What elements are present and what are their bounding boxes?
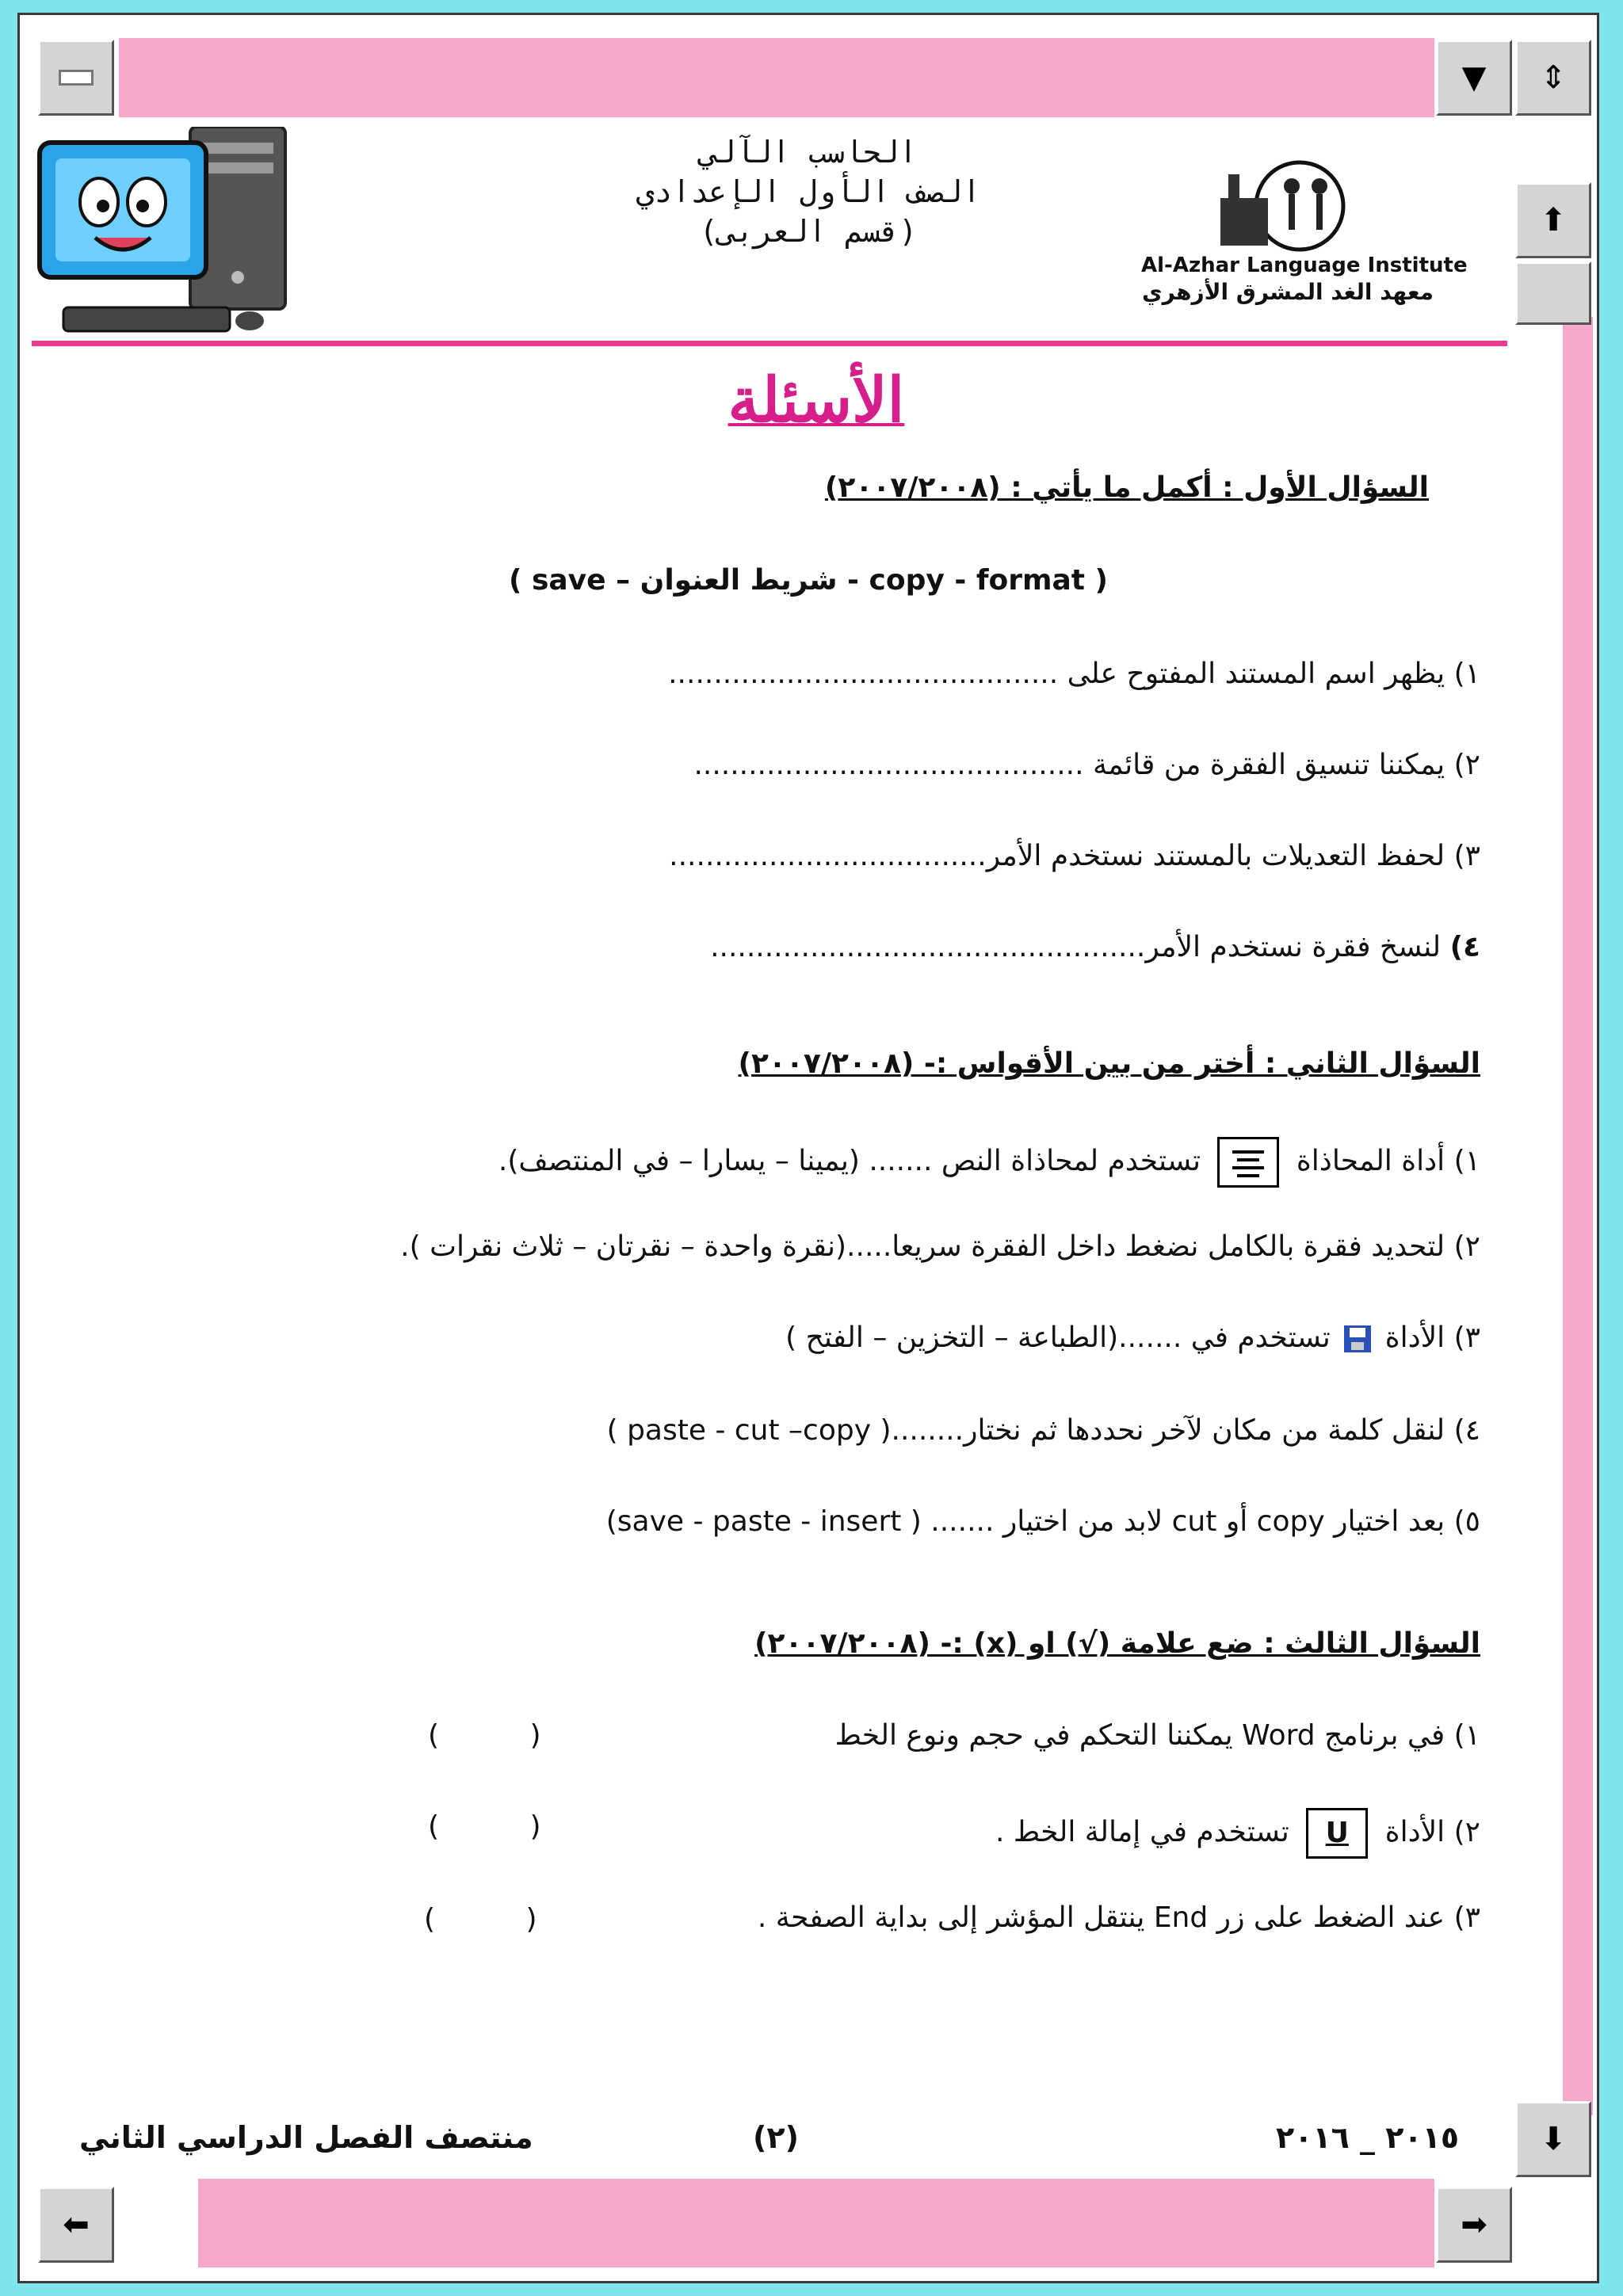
q3-item-2	[995, 1808, 1480, 1859]
item-number: ١)	[1453, 1145, 1480, 1177]
item-text: بعد اختيار copy أو cut لابد من اختيار ....... ( save - paste - insert)	[605, 1505, 1445, 1538]
save-floppy-icon	[1344, 1325, 1371, 1352]
up-down-arrows-icon: ⇕	[1540, 59, 1567, 96]
item-number: ١)	[1453, 658, 1480, 690]
dropdown-button[interactable]	[1436, 40, 1512, 116]
item-number: ٣)	[1453, 840, 1480, 872]
minimize-icon	[59, 70, 94, 86]
item-text-pre: الأداة	[1384, 1816, 1445, 1848]
institute-logo-icon	[1205, 158, 1379, 254]
item-number: ٢)	[1453, 749, 1480, 781]
item-text: لتحديد فقرة بالكامل نضغط داخل الفقرة سريعا.....(نقرة واحدة – نقرتان – ثلاث نقرات ).	[400, 1230, 1445, 1263]
institute-name-ar: معهد الغد المشرق الأزهري	[1141, 279, 1434, 305]
scroll-toggle-button[interactable]	[1515, 40, 1591, 116]
q1-item-1	[668, 658, 1480, 690]
header-divider	[32, 341, 1507, 346]
arrow-left-icon: ⬅	[63, 2206, 90, 2243]
item-number: ٣)	[1453, 1901, 1480, 1934]
scroll-left-button[interactable]	[38, 2187, 114, 2263]
item-text: لنسخ فقرة نستخدم الأمر................................................	[710, 931, 1442, 963]
footer-page-number: (٢)	[753, 2120, 799, 2155]
institute-name-en: Al-Azhar Language Institute	[1141, 254, 1468, 277]
q2-item-4	[607, 1414, 1480, 1447]
q3-answer-3[interactable]: ( )	[424, 1903, 537, 1936]
arrow-down-icon: ⬇	[1540, 2121, 1567, 2157]
page-title: الأسئلة	[727, 364, 905, 437]
item-text: لنقل كلمة من مكان لآخر نحددها ثم نختار........( paste - cut –copy )	[606, 1414, 1445, 1447]
computer-mascot-icon	[32, 127, 293, 341]
subject-title: الحاسب الآلي	[699, 135, 918, 170]
arrow-up-icon: ⬆	[1540, 202, 1567, 238]
q1-item-3	[669, 840, 1480, 872]
scroll-right-button[interactable]	[1436, 2187, 1512, 2263]
item-text-post: تستخدم في إمالة الخط .	[995, 1816, 1289, 1848]
q2-item-2	[400, 1230, 1480, 1263]
item-number: ٤)	[1449, 931, 1480, 963]
underline-tool-icon: U	[1306, 1808, 1368, 1859]
footer-year: ٢٠١٥ _ ٢٠١٦	[1276, 2120, 1460, 2155]
item-number: ٢)	[1453, 1230, 1480, 1263]
q2-item-3	[785, 1322, 1480, 1354]
q1-item-4	[710, 931, 1480, 963]
horizontal-scrollbar-track[interactable]	[198, 2179, 1434, 2267]
arrow-right-icon: ➡	[1461, 2206, 1487, 2243]
q2-heading: السؤال الثاني : أختر من بين الأقواس :- (٢٠٠٧/٢٠٠٨)	[738, 1047, 1480, 1080]
q1-word-bank: ( save – شريط العنوان - copy - format )	[508, 564, 1108, 597]
scroll-down-button[interactable]	[1515, 2101, 1591, 2177]
q1-heading: السؤال الأول : أكمل ما يأتي : (٢٠٠٧/٢٠٠٨)	[824, 471, 1429, 504]
q3-heading: السؤال الثالث : ضع علامة (√) او (x) :- (٢٠٠٧/٢٠٠٨)	[754, 1627, 1480, 1660]
title-bar	[119, 38, 1434, 117]
item-text: عند الضغط على زر End ينتقل المؤشر إلى بداية الصفحة .	[757, 1901, 1445, 1934]
item-number: ٣)	[1453, 1322, 1480, 1354]
minimize-button[interactable]	[38, 40, 114, 116]
chevron-down-icon: ▼	[1461, 59, 1487, 96]
item-text-pre: أداة المحاذاة	[1296, 1145, 1445, 1177]
item-text: يظهر اسم المستند المفتوح على ...........................................	[668, 658, 1445, 690]
vertical-scrollbar-track[interactable]	[1563, 317, 1593, 2115]
scroll-up-button[interactable]	[1515, 182, 1591, 258]
q1-item-2	[693, 749, 1480, 781]
item-text: لحفظ التعديلات بالمستند نستخدم الأمر...................................	[669, 840, 1445, 872]
section-title: (قسم العربى)	[699, 214, 918, 249]
item-number: ٥)	[1453, 1505, 1480, 1538]
item-number: ٢)	[1453, 1816, 1480, 1848]
item-text: يمكننا تنسيق الفقرة من قائمة ...........................................	[693, 749, 1445, 781]
item-number: ٤)	[1453, 1414, 1480, 1447]
q2-item-1	[498, 1137, 1480, 1188]
q3-item-1	[835, 1719, 1480, 1752]
q3-answer-1[interactable]: ( )	[428, 1719, 541, 1752]
scroll-thumb[interactable]	[1515, 261, 1591, 325]
item-text: في برنامج Word يمكننا التحكم في حجم ونوع الخط	[834, 1719, 1445, 1752]
item-text-post: تستخدم لمحاذاة النص ....... (يمينا – يسارا – في المنتصف).	[498, 1145, 1201, 1177]
item-text-pre: الأداة	[1384, 1322, 1445, 1354]
item-text-post: تستخدم في .......(الطباعة – التخزين – الفتح )	[785, 1322, 1331, 1354]
q3-item-3	[758, 1901, 1480, 1934]
item-number: ١)	[1453, 1719, 1480, 1752]
q3-answer-2[interactable]: ( )	[428, 1810, 541, 1843]
grade-title: الصف الأول الإعدادي	[636, 174, 981, 209]
q2-item-5	[606, 1505, 1480, 1538]
footer-term: منتصف الفصل الدراسي الثاني	[79, 2120, 533, 2155]
align-center-icon	[1217, 1137, 1279, 1188]
